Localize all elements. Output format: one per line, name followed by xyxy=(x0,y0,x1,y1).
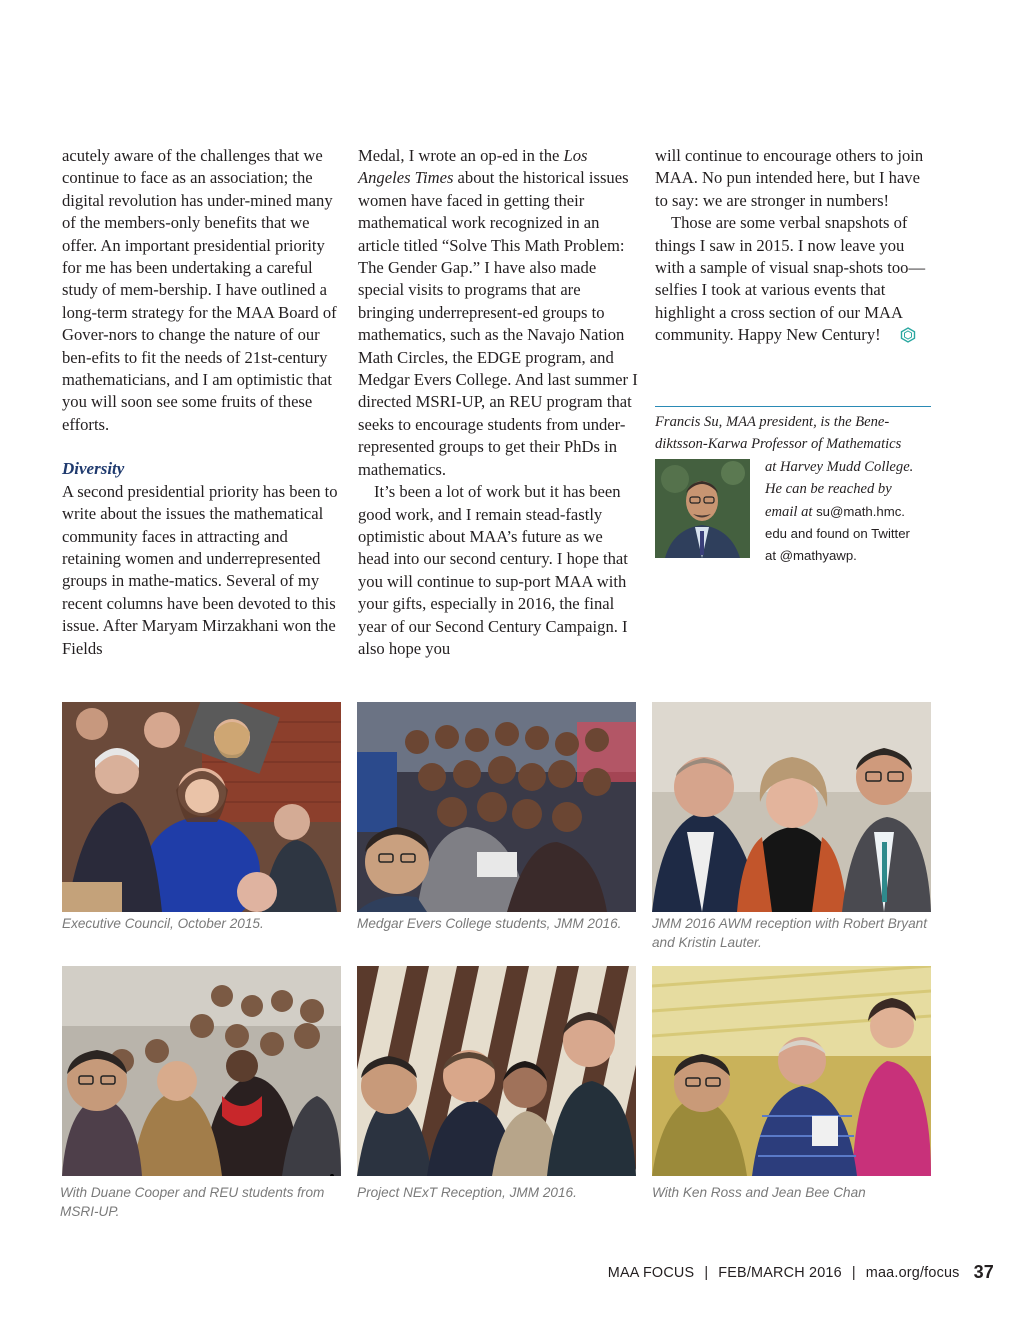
body-paragraph xyxy=(358,145,638,481)
separator: | xyxy=(851,1265,856,1281)
photo-msri-up-students xyxy=(62,966,341,1176)
photo-medgar-evers-students xyxy=(357,702,636,912)
page-number: 37 xyxy=(973,1262,994,1282)
text-run: about the historical issues women have faced in getting their mathematical work recognized in an article titled “Solve This Math Problem: The Gender Gap.” I have also made special visits to programs that are bringing underrepresent-ed groups to mathematics, such as the Navajo Nation Math Circles, the EDGE program, and Medgar Evers College. And last summer I directed MSRI-UP, an REU program that seeks to encourage students from under-represented groups to get their PhDs in mathematics. xyxy=(358,168,638,479)
photo-caption: Project NExT Reception, JMM 2016. xyxy=(357,1185,577,1200)
photo-caption: Executive Council, October 2015. xyxy=(62,916,264,931)
body-paragraph: will continue to encourage others to join MAA. No pun intended here, but I have to say: we are stronger in numbers! xyxy=(655,146,924,210)
photo-awm-reception xyxy=(652,702,931,912)
bio-line: edu and found on Twitter xyxy=(765,526,910,542)
author-portrait xyxy=(655,459,750,558)
body-paragraph xyxy=(655,212,935,346)
article-column-2 xyxy=(358,145,638,660)
photo-caption: With Duane Cooper and REU students from MSRI-UP. xyxy=(60,1185,325,1219)
page-footer xyxy=(608,1262,994,1283)
bio-line: at @mathyawp. xyxy=(765,548,857,564)
photo-caption: JMM 2016 AWM reception with Robert Bryant and Kristin Lauter. xyxy=(652,916,928,950)
photo-caption: With Ken Ross and Jean Bee Chan xyxy=(652,1185,866,1200)
bio-line: diktsson-Karwa Professor of Mathematics xyxy=(655,436,902,453)
bio-text: email at xyxy=(765,503,817,520)
photo-ken-ross-jean-bee-chan xyxy=(652,966,931,1176)
issue-date: FEB/MARCH 2016 xyxy=(718,1265,842,1281)
end-mark-icon xyxy=(884,327,900,343)
article-column-3 xyxy=(655,145,935,347)
photo-caption: Medgar Evers College students, JMM 2016. xyxy=(357,916,622,931)
separator: | xyxy=(704,1265,709,1281)
bio-divider xyxy=(655,406,931,407)
body-paragraph: It’s been a lot of work but it has been good work, and I remain stead-fastly optimistic about MAA’s future as we head into our second century. I hope that you will continue to sup-port MAA with your gifts, especially in 2016, the final year of our Second Century Campaign. I also hope you xyxy=(358,482,628,658)
photo-executive-council xyxy=(62,702,341,912)
photo-project-next-reception xyxy=(357,966,636,1176)
body-paragraph: A second presidential priority has been to write about the issues the mathematical community faces in attracting and retaining women and underrepresented groups in mathe-matics. Several of my recent columns have been devoted to this issue. After Maryam Mirzakhani won the Fields xyxy=(62,481,338,658)
newspaper-title: Los Angeles Times xyxy=(358,146,588,188)
bio-email: su@math.hmc. xyxy=(816,503,905,519)
bio-line: He can be reached by xyxy=(765,481,892,498)
bio-line: at Harvey Mudd College. xyxy=(765,458,914,475)
article-column-1 xyxy=(62,145,342,660)
bio-line: Francis Su, MAA president, is the Bene- xyxy=(655,414,890,430)
body-paragraph: acutely aware of the challenges that we continue to face as an association; the digital revolution has under-mined many of the members-only benefits that we offer. An important presidential priority for me has been undertaking a careful study of mem-bership. I have outlined a long-term strategy for the MAA Board of Gover-nors to change the nature of our ben-efits to fit the needs of 21st-century mathematicians, and I am optimistic that you will soon see some fruits of these efforts. xyxy=(62,146,337,434)
website-link[interactable]: maa.org/focus xyxy=(865,1265,960,1281)
magazine-name: MAA FOCUS xyxy=(607,1265,695,1281)
section-heading-diversity: Diversity xyxy=(62,459,125,479)
text-run: Those are some verbal snapshots of things I saw in 2015. I now leave you with a sample of visual snap-shots too—selfies I took at various events that highlight a cross section of our MAA community. Happy New Century! xyxy=(655,213,926,345)
text-run: Medal, I wrote an op-ed in the xyxy=(358,146,564,165)
